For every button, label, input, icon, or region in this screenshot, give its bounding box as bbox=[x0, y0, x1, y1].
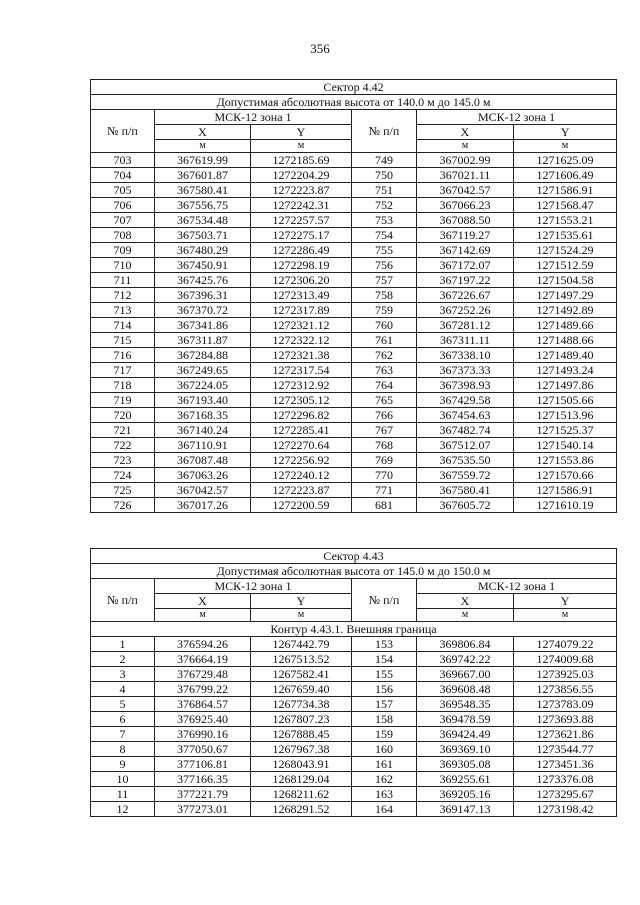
x-value: 369147.13 bbox=[417, 802, 514, 817]
col-header-num: № п/п bbox=[352, 579, 417, 622]
point-number: 759 bbox=[352, 303, 417, 318]
y-value: 1271488.66 bbox=[514, 333, 617, 348]
x-value: 367512.07 bbox=[417, 438, 514, 453]
sector-title: Сектор 4.43 bbox=[91, 549, 617, 564]
system-header: МСК-12 зона 1 bbox=[417, 579, 617, 594]
y-value: 1271497.29 bbox=[514, 288, 617, 303]
y-value: 1272317.89 bbox=[251, 303, 352, 318]
sector-row bbox=[91, 549, 617, 564]
point-number: 717 bbox=[91, 363, 155, 378]
x-value: 367066.23 bbox=[417, 198, 514, 213]
table-row bbox=[91, 453, 617, 468]
y-value: 1271606.49 bbox=[514, 168, 617, 183]
table-row bbox=[91, 348, 617, 363]
y-value: 1271504.58 bbox=[514, 273, 617, 288]
x-value: 367482.74 bbox=[417, 423, 514, 438]
col-header-num: № п/п bbox=[91, 110, 155, 153]
table-row bbox=[91, 228, 617, 243]
point-number: 725 bbox=[91, 483, 155, 498]
x-value: 367224.05 bbox=[155, 378, 251, 393]
x-value: 367503.71 bbox=[155, 228, 251, 243]
x-value: 367429.58 bbox=[417, 393, 514, 408]
table-row bbox=[91, 333, 617, 348]
system-header: МСК-12 зона 1 bbox=[155, 110, 352, 125]
header-row bbox=[91, 110, 617, 125]
point-number: 761 bbox=[352, 333, 417, 348]
point-number: 758 bbox=[352, 288, 417, 303]
x-value: 367042.57 bbox=[155, 483, 251, 498]
x-value: 369478.59 bbox=[417, 712, 514, 727]
col-header-num: № п/п bbox=[91, 579, 155, 622]
table-row bbox=[91, 198, 617, 213]
x-value: 369806.84 bbox=[417, 637, 514, 652]
x-value: 367193.40 bbox=[155, 393, 251, 408]
contour-title: Контур 4.43.1. Внешняя граница bbox=[91, 622, 617, 637]
x-value: 367168.35 bbox=[155, 408, 251, 423]
x-value: 367398.93 bbox=[417, 378, 514, 393]
point-number: 718 bbox=[91, 378, 155, 393]
point-number: 706 bbox=[91, 198, 155, 213]
y-value: 1272296.82 bbox=[251, 408, 352, 423]
y-value: 1268043.91 bbox=[251, 757, 352, 772]
point-number: 766 bbox=[352, 408, 417, 423]
point-number: 769 bbox=[352, 453, 417, 468]
y-value: 1267734.38 bbox=[251, 697, 352, 712]
point-number: 705 bbox=[91, 183, 155, 198]
unit-label: м bbox=[514, 140, 617, 153]
table-row bbox=[91, 802, 617, 817]
table-row bbox=[91, 378, 617, 393]
x-value: 369667.00 bbox=[417, 667, 514, 682]
x-value: 367087.48 bbox=[155, 453, 251, 468]
point-number: 762 bbox=[352, 348, 417, 363]
table-row bbox=[91, 712, 617, 727]
point-number: 704 bbox=[91, 168, 155, 183]
point-number: 767 bbox=[352, 423, 417, 438]
table-row bbox=[91, 288, 617, 303]
point-number: 755 bbox=[352, 243, 417, 258]
y-value: 1274009.68 bbox=[514, 652, 617, 667]
table-row bbox=[91, 697, 617, 712]
table-row bbox=[91, 273, 617, 288]
x-value: 369424.49 bbox=[417, 727, 514, 742]
unit-label: м bbox=[251, 609, 352, 622]
y-value: 1272322.12 bbox=[251, 333, 352, 348]
point-number: 720 bbox=[91, 408, 155, 423]
point-number: 716 bbox=[91, 348, 155, 363]
x-value: 367556.75 bbox=[155, 198, 251, 213]
point-number: 159 bbox=[352, 727, 417, 742]
y-value: 1272257.57 bbox=[251, 213, 352, 228]
y-value: 1272200.59 bbox=[251, 498, 352, 513]
y-value: 1272204.29 bbox=[251, 168, 352, 183]
x-value: 369742.22 bbox=[417, 652, 514, 667]
x-value: 367252.26 bbox=[417, 303, 514, 318]
point-number: 713 bbox=[91, 303, 155, 318]
y-value: 1267807.23 bbox=[251, 712, 352, 727]
point-number: 752 bbox=[352, 198, 417, 213]
col-header-x: X bbox=[155, 594, 251, 609]
table-row bbox=[91, 468, 617, 483]
point-number: 707 bbox=[91, 213, 155, 228]
unit-label: м bbox=[514, 609, 617, 622]
table-row bbox=[91, 258, 617, 273]
point-number: 770 bbox=[352, 468, 417, 483]
x-value: 376864.57 bbox=[155, 697, 251, 712]
y-value: 1271492.89 bbox=[514, 303, 617, 318]
x-value: 369305.08 bbox=[417, 757, 514, 772]
table-row bbox=[91, 772, 617, 787]
x-value: 367142.69 bbox=[417, 243, 514, 258]
point-number: 3 bbox=[91, 667, 155, 682]
table-row bbox=[91, 742, 617, 757]
point-number: 160 bbox=[352, 742, 417, 757]
x-value: 367535.50 bbox=[417, 453, 514, 468]
point-number: 156 bbox=[352, 682, 417, 697]
y-value: 1271512.59 bbox=[514, 258, 617, 273]
x-value: 367311.87 bbox=[155, 333, 251, 348]
point-number: 726 bbox=[91, 498, 155, 513]
point-number: 153 bbox=[352, 637, 417, 652]
y-value: 1271489.66 bbox=[514, 318, 617, 333]
x-value: 367370.72 bbox=[155, 303, 251, 318]
point-number: 763 bbox=[352, 363, 417, 378]
y-value: 1267888.45 bbox=[251, 727, 352, 742]
y-value: 1271535.61 bbox=[514, 228, 617, 243]
point-number: 723 bbox=[91, 453, 155, 468]
point-number: 756 bbox=[352, 258, 417, 273]
point-number: 4 bbox=[91, 682, 155, 697]
x-value: 377106.81 bbox=[155, 757, 251, 772]
table-row bbox=[91, 652, 617, 667]
x-value: 377221.79 bbox=[155, 787, 251, 802]
page-number: 356 bbox=[310, 41, 330, 56]
table-row bbox=[91, 667, 617, 682]
unit-label: м bbox=[251, 140, 352, 153]
point-number: 760 bbox=[352, 318, 417, 333]
x-value: 367088.50 bbox=[417, 213, 514, 228]
point-number: 721 bbox=[91, 423, 155, 438]
y-value: 1271505.66 bbox=[514, 393, 617, 408]
x-value: 367042.57 bbox=[417, 183, 514, 198]
y-value: 1268291.52 bbox=[251, 802, 352, 817]
y-value: 1271493.24 bbox=[514, 363, 617, 378]
table-row bbox=[91, 757, 617, 772]
x-value: 367454.63 bbox=[417, 408, 514, 423]
point-number: 753 bbox=[352, 213, 417, 228]
x-value: 376729.48 bbox=[155, 667, 251, 682]
table-row bbox=[91, 363, 617, 378]
header-row bbox=[91, 579, 617, 594]
y-value: 1267967.38 bbox=[251, 742, 352, 757]
height-range-row bbox=[91, 95, 617, 110]
contour-row bbox=[91, 622, 617, 637]
point-number: 750 bbox=[352, 168, 417, 183]
y-value: 1272286.49 bbox=[251, 243, 352, 258]
x-value: 369205.16 bbox=[417, 787, 514, 802]
y-value: 1272185.69 bbox=[251, 153, 352, 168]
point-number: 710 bbox=[91, 258, 155, 273]
x-value: 367249.65 bbox=[155, 363, 251, 378]
y-value: 1272317.54 bbox=[251, 363, 352, 378]
x-value: 367580.41 bbox=[155, 183, 251, 198]
y-value: 1272223.87 bbox=[251, 183, 352, 198]
y-value: 1273451.36 bbox=[514, 757, 617, 772]
sector-4-42-table bbox=[90, 79, 617, 513]
point-number: 163 bbox=[352, 787, 417, 802]
x-value: 376990.16 bbox=[155, 727, 251, 742]
y-value: 1271524.29 bbox=[514, 243, 617, 258]
y-value: 1273621.86 bbox=[514, 727, 617, 742]
x-value: 367226.67 bbox=[417, 288, 514, 303]
y-value: 1272256.92 bbox=[251, 453, 352, 468]
y-value: 1273783.09 bbox=[514, 697, 617, 712]
point-number: 6 bbox=[91, 712, 155, 727]
table-row bbox=[91, 637, 617, 652]
point-number: 162 bbox=[352, 772, 417, 787]
table-row bbox=[91, 483, 617, 498]
y-value: 1271525.37 bbox=[514, 423, 617, 438]
y-value: 1271553.21 bbox=[514, 213, 617, 228]
x-value: 376925.40 bbox=[155, 712, 251, 727]
table-row bbox=[91, 498, 617, 513]
x-value: 367140.24 bbox=[155, 423, 251, 438]
y-value: 1271610.19 bbox=[514, 498, 617, 513]
x-value: 367619.99 bbox=[155, 153, 251, 168]
y-value: 1272242.31 bbox=[251, 198, 352, 213]
unit-label: м bbox=[417, 140, 514, 153]
system-header: МСК-12 зона 1 bbox=[155, 579, 352, 594]
point-number: 154 bbox=[352, 652, 417, 667]
col-header-y: Y bbox=[514, 125, 617, 140]
x-value: 367396.31 bbox=[155, 288, 251, 303]
y-value: 1273856.55 bbox=[514, 682, 617, 697]
y-value: 1272298.19 bbox=[251, 258, 352, 273]
y-value: 1271513.96 bbox=[514, 408, 617, 423]
x-value: 367284.88 bbox=[155, 348, 251, 363]
x-value: 367559.72 bbox=[417, 468, 514, 483]
x-value: 369369.10 bbox=[417, 742, 514, 757]
system-header: МСК-12 зона 1 bbox=[417, 110, 617, 125]
y-value: 1273376.08 bbox=[514, 772, 617, 787]
x-value: 367425.76 bbox=[155, 273, 251, 288]
table-row bbox=[91, 408, 617, 423]
y-value: 1273925.03 bbox=[514, 667, 617, 682]
table-row bbox=[91, 213, 617, 228]
y-value: 1272275.17 bbox=[251, 228, 352, 243]
y-value: 1272285.41 bbox=[251, 423, 352, 438]
x-value: 367002.99 bbox=[417, 153, 514, 168]
y-value: 1272312.92 bbox=[251, 378, 352, 393]
x-value: 367534.48 bbox=[155, 213, 251, 228]
y-value: 1271586.91 bbox=[514, 483, 617, 498]
y-value: 1273295.67 bbox=[514, 787, 617, 802]
y-value: 1273198.42 bbox=[514, 802, 617, 817]
table-row bbox=[91, 183, 617, 198]
table-row bbox=[91, 243, 617, 258]
sector-row bbox=[91, 80, 617, 95]
point-number: 712 bbox=[91, 288, 155, 303]
x-value: 377273.01 bbox=[155, 802, 251, 817]
table-row bbox=[91, 787, 617, 802]
unit-label: м bbox=[155, 609, 251, 622]
x-value: 369548.35 bbox=[417, 697, 514, 712]
x-value: 367021.11 bbox=[417, 168, 514, 183]
x-value: 369608.48 bbox=[417, 682, 514, 697]
table-row bbox=[91, 153, 617, 168]
x-value: 367338.10 bbox=[417, 348, 514, 363]
y-value: 1272240.12 bbox=[251, 468, 352, 483]
col-header-y: Y bbox=[251, 125, 352, 140]
sector-title: Сектор 4.42 bbox=[91, 80, 617, 95]
y-value: 1271586.91 bbox=[514, 183, 617, 198]
y-value: 1271570.66 bbox=[514, 468, 617, 483]
x-value: 376799.22 bbox=[155, 682, 251, 697]
col-header-x: X bbox=[155, 125, 251, 140]
col-header-y: Y bbox=[251, 594, 352, 609]
y-value: 1272306.20 bbox=[251, 273, 352, 288]
point-number: 12 bbox=[91, 802, 155, 817]
y-value: 1272223.87 bbox=[251, 483, 352, 498]
y-value: 1271553.86 bbox=[514, 453, 617, 468]
point-number: 714 bbox=[91, 318, 155, 333]
point-number: 5 bbox=[91, 697, 155, 712]
point-number: 715 bbox=[91, 333, 155, 348]
x-value: 367119.27 bbox=[417, 228, 514, 243]
point-number: 708 bbox=[91, 228, 155, 243]
col-header-x: X bbox=[417, 594, 514, 609]
y-value: 1268211.62 bbox=[251, 787, 352, 802]
point-number: 158 bbox=[352, 712, 417, 727]
y-value: 1267582.41 bbox=[251, 667, 352, 682]
point-number: 703 bbox=[91, 153, 155, 168]
point-number: 681 bbox=[352, 498, 417, 513]
x-value: 367605.72 bbox=[417, 498, 514, 513]
sector-4-43-table bbox=[90, 548, 617, 817]
point-number: 11 bbox=[91, 787, 155, 802]
y-value: 1271489.40 bbox=[514, 348, 617, 363]
y-value: 1271540.14 bbox=[514, 438, 617, 453]
table-row bbox=[91, 423, 617, 438]
y-value: 1267513.52 bbox=[251, 652, 352, 667]
x-value: 376664.19 bbox=[155, 652, 251, 667]
height-range: Допустимая абсолютная высота от 140.0 м до 145.0 м bbox=[91, 95, 617, 110]
y-value: 1273693.88 bbox=[514, 712, 617, 727]
x-value: 367017.26 bbox=[155, 498, 251, 513]
x-value: 367580.41 bbox=[417, 483, 514, 498]
point-number: 2 bbox=[91, 652, 155, 667]
y-value: 1272313.49 bbox=[251, 288, 352, 303]
unit-label: м bbox=[417, 609, 514, 622]
y-value: 1268129.04 bbox=[251, 772, 352, 787]
col-header-x: X bbox=[417, 125, 514, 140]
table-row bbox=[91, 727, 617, 742]
unit-label: м bbox=[155, 140, 251, 153]
y-value: 1274079.22 bbox=[514, 637, 617, 652]
y-value: 1272270.64 bbox=[251, 438, 352, 453]
point-number: 754 bbox=[352, 228, 417, 243]
point-number: 719 bbox=[91, 393, 155, 408]
y-value: 1271625.09 bbox=[514, 153, 617, 168]
y-value: 1271568.47 bbox=[514, 198, 617, 213]
y-value: 1267442.79 bbox=[251, 637, 352, 652]
point-number: 711 bbox=[91, 273, 155, 288]
x-value: 369255.61 bbox=[417, 772, 514, 787]
y-value: 1272321.12 bbox=[251, 318, 352, 333]
point-number: 1 bbox=[91, 637, 155, 652]
x-value: 377166.35 bbox=[155, 772, 251, 787]
x-value: 367480.29 bbox=[155, 243, 251, 258]
point-number: 8 bbox=[91, 742, 155, 757]
x-value: 367110.91 bbox=[155, 438, 251, 453]
point-number: 724 bbox=[91, 468, 155, 483]
x-value: 377050.67 bbox=[155, 742, 251, 757]
x-value: 367601.87 bbox=[155, 168, 251, 183]
point-number: 768 bbox=[352, 438, 417, 453]
y-value: 1272305.12 bbox=[251, 393, 352, 408]
col-header-y: Y bbox=[514, 594, 617, 609]
x-value: 367197.22 bbox=[417, 273, 514, 288]
table-row bbox=[91, 303, 617, 318]
point-number: 749 bbox=[352, 153, 417, 168]
x-value: 367341.86 bbox=[155, 318, 251, 333]
table-row bbox=[91, 393, 617, 408]
point-number: 757 bbox=[352, 273, 417, 288]
table-row bbox=[91, 682, 617, 697]
point-number: 764 bbox=[352, 378, 417, 393]
point-number: 9 bbox=[91, 757, 155, 772]
table-row bbox=[91, 318, 617, 333]
y-value: 1271497.86 bbox=[514, 378, 617, 393]
y-value: 1272321.38 bbox=[251, 348, 352, 363]
x-value: 367172.07 bbox=[417, 258, 514, 273]
point-number: 751 bbox=[352, 183, 417, 198]
point-number: 164 bbox=[352, 802, 417, 817]
point-number: 155 bbox=[352, 667, 417, 682]
point-number: 765 bbox=[352, 393, 417, 408]
point-number: 709 bbox=[91, 243, 155, 258]
point-number: 157 bbox=[352, 697, 417, 712]
x-value: 367063.26 bbox=[155, 468, 251, 483]
point-number: 771 bbox=[352, 483, 417, 498]
point-number: 7 bbox=[91, 727, 155, 742]
table-row bbox=[91, 438, 617, 453]
x-value: 367373.33 bbox=[417, 363, 514, 378]
x-value: 367281.12 bbox=[417, 318, 514, 333]
point-number: 10 bbox=[91, 772, 155, 787]
col-header-num: № п/п bbox=[352, 110, 417, 153]
height-range-row bbox=[91, 564, 617, 579]
point-number: 722 bbox=[91, 438, 155, 453]
table-row bbox=[91, 168, 617, 183]
x-value: 376594.26 bbox=[155, 637, 251, 652]
x-value: 367450.91 bbox=[155, 258, 251, 273]
point-number: 161 bbox=[352, 757, 417, 772]
y-value: 1267659.40 bbox=[251, 682, 352, 697]
height-range: Допустимая абсолютная высота от 145.0 м до 150.0 м bbox=[91, 564, 617, 579]
y-value: 1273544.77 bbox=[514, 742, 617, 757]
x-value: 367311.11 bbox=[417, 333, 514, 348]
